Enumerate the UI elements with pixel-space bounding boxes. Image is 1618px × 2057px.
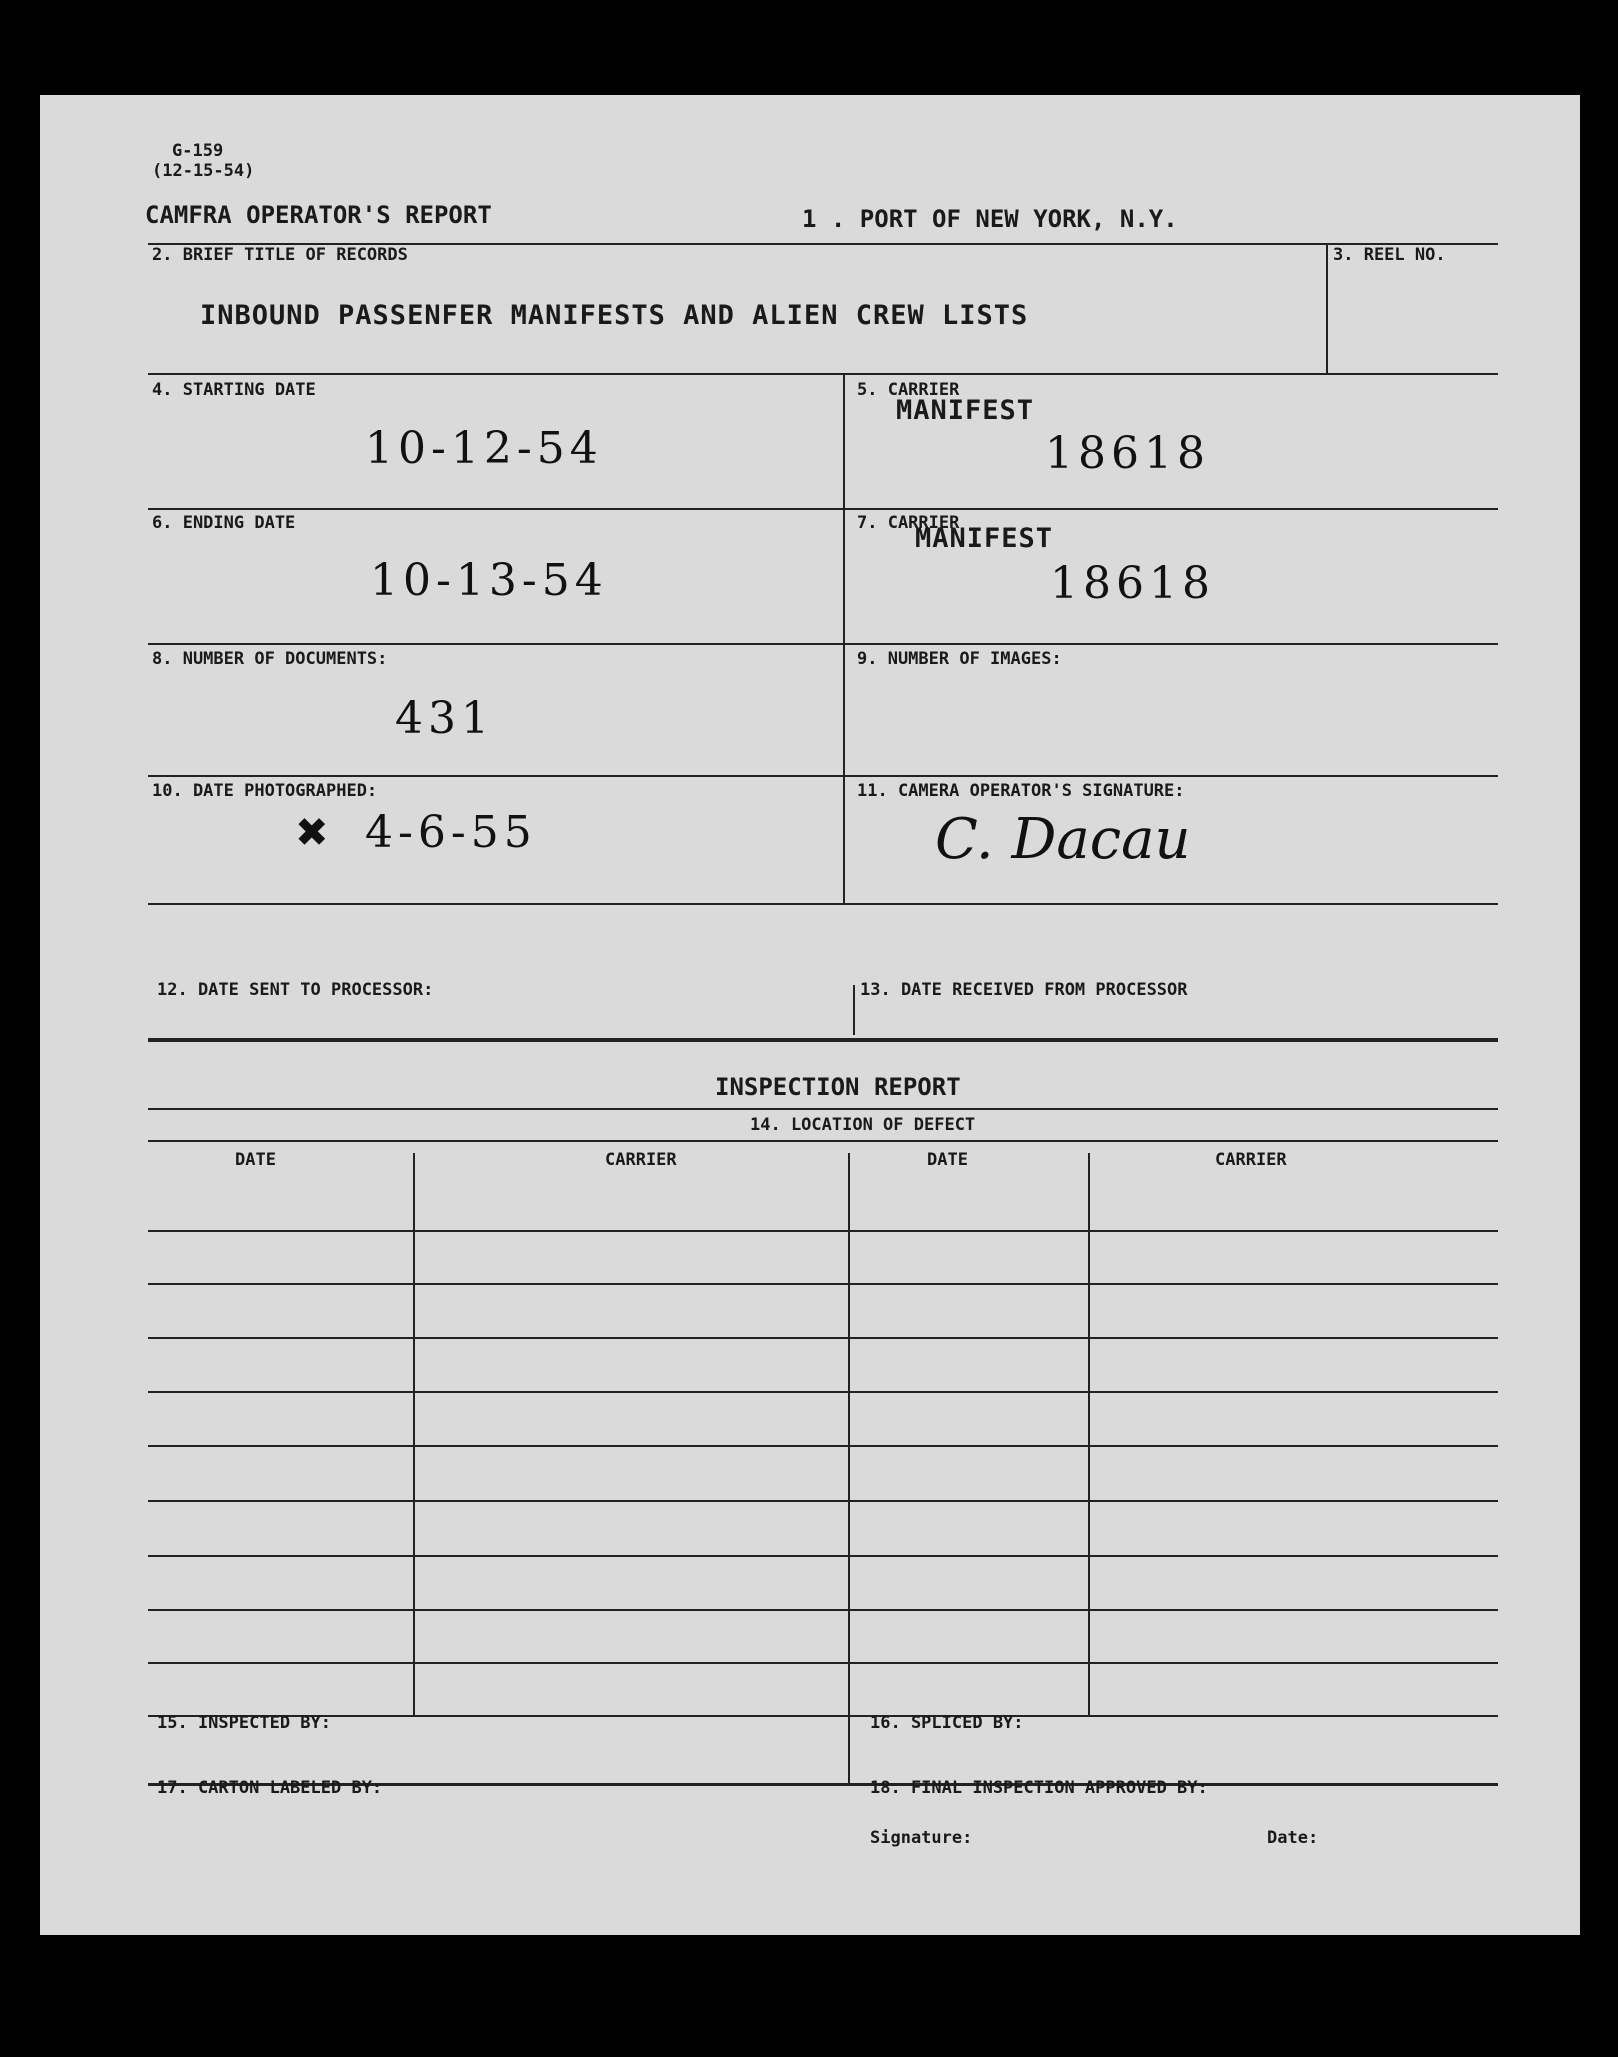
col-date-2: DATE — [927, 1150, 968, 1170]
table-row — [148, 1715, 1498, 1717]
carrier5-label: 5. CARRIER — [857, 380, 960, 400]
final-inspection-label: 18. FINAL INSPECTION APPROVED BY: — [870, 1778, 1208, 1798]
strike-mark: ✖ — [295, 810, 334, 856]
starting-date-value: 10-12-54 — [365, 423, 603, 474]
carrier5-value: 18618 — [1045, 428, 1210, 479]
num-docs-label: 8. NUMBER OF DOCUMENTS: — [152, 649, 388, 669]
brief-title-label: 2. BRIEF TITLE OF RECORDS — [152, 245, 408, 265]
col-carrier-2: CARRIER — [1215, 1150, 1287, 1170]
carrier7-type: MANIFEST — [915, 523, 1054, 554]
table-row — [148, 1445, 1498, 1447]
date-photo-label: 10. DATE PHOTOGRAPHED: — [152, 781, 378, 801]
num-images-label: 9. NUMBER OF IMAGES: — [857, 649, 1062, 669]
spliced-by-label: 16. SPLICED BY: — [870, 1713, 1024, 1733]
reel-no-label: 3. REEL NO. — [1333, 245, 1446, 265]
col-date-1: DATE — [235, 1150, 276, 1170]
received-label: 13. DATE RECEIVED FROM PROCESSOR — [860, 980, 1188, 1000]
signature-label: 11. CAMERA OPERATOR'S SIGNATURE: — [857, 781, 1185, 801]
carton-labeled-label: 17. CARTON LABELED BY: — [157, 1778, 383, 1798]
table-row — [148, 1555, 1498, 1557]
date-photo-value: 4-6-55 — [365, 807, 537, 858]
inspection-title: INSPECTION REPORT — [715, 1073, 961, 1101]
port-label: 1 . PORT OF NEW YORK, N.Y. — [802, 205, 1178, 233]
table-row — [148, 1283, 1498, 1285]
carrier5-type: MANIFEST — [896, 395, 1035, 426]
ending-date-value: 10-13-54 — [370, 555, 608, 606]
ending-date-label: 6. ENDING DATE — [152, 513, 296, 533]
carrier7-value: 18618 — [1050, 558, 1215, 609]
inspected-by-label: 15. INSPECTED BY: — [157, 1713, 331, 1733]
table-row — [148, 1337, 1498, 1339]
col-carrier-1: CARRIER — [605, 1150, 677, 1170]
form-number: G-159 — [172, 141, 224, 161]
table-row — [148, 1230, 1498, 1232]
starting-date-label: 4. STARTING DATE — [152, 380, 316, 400]
report-title: CAMFRA OPERATOR'S REPORT — [145, 201, 492, 229]
form-date: (12-15-54) — [152, 161, 255, 181]
sent-label: 12. DATE SENT TO PROCESSOR: — [157, 980, 434, 1000]
date-field-label: Date: — [1267, 1828, 1319, 1848]
report-form — [40, 95, 1580, 1935]
table-row — [148, 1500, 1498, 1502]
location-label: 14. LOCATION OF DEFECT — [750, 1115, 976, 1135]
carrier7-label: 7. CARRIER — [857, 513, 960, 533]
table-row — [148, 1391, 1498, 1393]
operator-signature: C. Dacau — [935, 807, 1191, 872]
brief-title-value: INBOUND PASSENFER MANIFESTS AND ALIEN CREW LISTS — [200, 300, 1029, 331]
signature-field-label: Signature: — [870, 1828, 973, 1848]
table-row — [148, 1662, 1498, 1664]
table-row — [148, 1609, 1498, 1611]
num-docs-value: 431 — [395, 693, 494, 744]
